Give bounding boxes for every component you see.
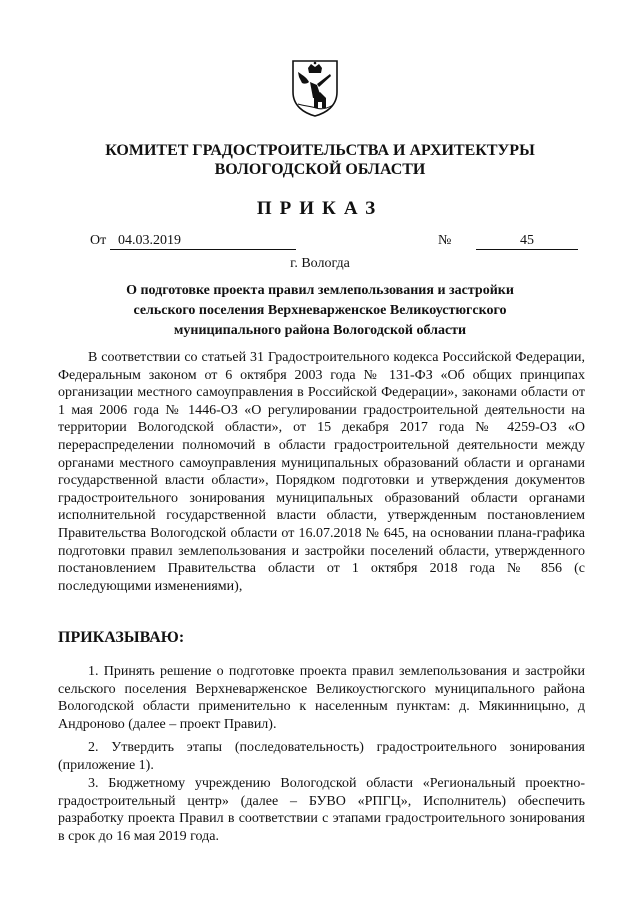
preamble-paragraph: В соответствии со статьей 31 Градостроительного кодекса Российской Федерации, Федеральным законом от 6 октября 2003 года № 131-ФЗ «Об общих принципах организации местного самоуправления в Российской Федерации», законами области от 1 мая 2006 года № 1446-ОЗ «О регулировании градостроительной деятельности на территории Вологодской области», от 15 декабря 2017 года № 4259-ОЗ «О перераспределении полномочий в области градостроительной деятельности между органами местного самоуправления муниципальных образований области и органами государственной власти области», Порядком подготовки и утверждения документов градостроительного зонирования муниципальных образований области органами исполнительной государственной власти области, утвержденным постановлением Правительства Вологодской области от 16.07.2018 № 645, на основании плана-графика подготовки правил землепользования и застройки поселений области, утвержденного постановлением Правительства области от 1 октября 2018 года № 856 (с последующими изменениями), [58, 350, 585, 594]
subject-line-1: О подготовке проекта правил землепользования и застройки [126, 283, 514, 298]
document-type-title: ПРИКАЗ [256, 198, 384, 219]
order-item-1: 1. Принять решение о подготовке проекта правил землепользования и застройки сельского поселения Верхневарженское Великоустюгского муниципального района Вологодской области применительно к населенным пунктам: д. Мякинницыно, д Андроново (далее – проект Правил). [58, 664, 585, 732]
organization-name [0, 141, 640, 179]
date-value: 04.03.2019 [110, 233, 296, 250]
order-item-3: 3. Бюджетному учреждению Вологодской области «Региональный проектно-градостроительный центр» (далее – БУВО «РПГЦ», Исполнитель) обеспечить разработку проекта Правил в соответствии с этапами градостроительного зонирования в срок до 16 мая 2019 года. [58, 776, 585, 844]
org-line-2: ВОЛОГОДСКОЙ ОБЛАСТИ [214, 161, 426, 178]
org-line-1: КОМИТЕТ ГРАДОСТРОИТЕЛЬСТВА И АРХИТЕКТУРЫ [105, 142, 535, 159]
number-value: 45 [476, 233, 578, 250]
number-label: № [438, 233, 452, 248]
date-label: От [90, 233, 107, 248]
document-subject [70, 281, 570, 341]
date-number-row [90, 233, 580, 253]
subject-line-2: сельского поселения Верхневарженское Великоустюгского [133, 303, 507, 318]
vologda-coat-of-arms-icon [290, 58, 340, 118]
order-item-2: 2. Утвердить этапы (последовательность) градостроительного зонирования (приложение 1). [58, 740, 585, 773]
city-label: г. Вологда [290, 256, 350, 271]
subject-line-3: муниципального района Вологодской области [173, 323, 467, 338]
order-heading: ПРИКАЗЫВАЮ: [58, 629, 185, 646]
